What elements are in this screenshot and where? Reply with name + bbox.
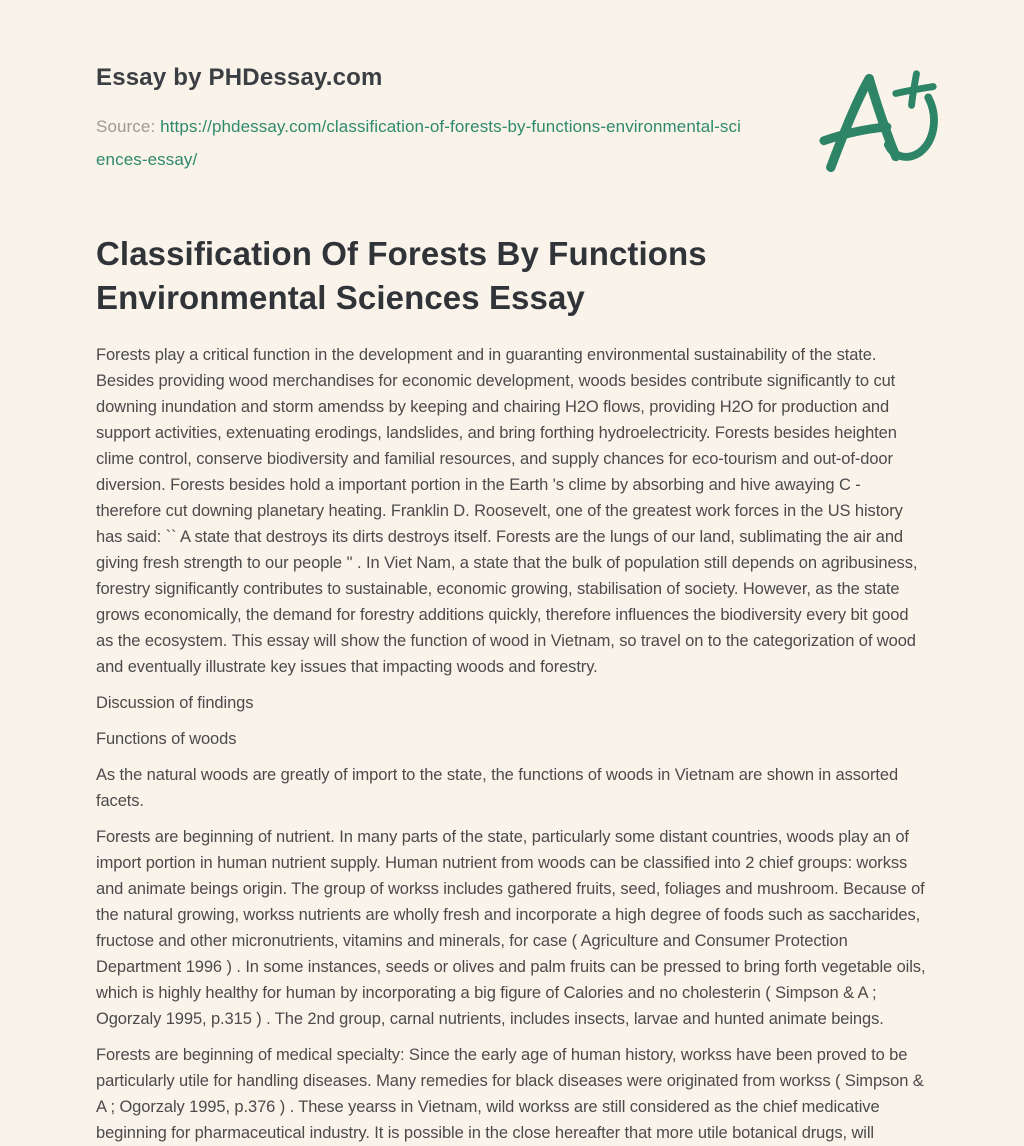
essay-paragraph: As the natural woods are greatly of import to the state, the functions of woods in Vietnam are shown in assorted facets.	[96, 766, 899, 810]
essay-paragraph: Forests play a critical function in the development and in guaranting environmental sustainability of the state. Besides providing wood merchandises for economic development, woods besides contribute significantly to cut downing inundation and storm amendss by keeping and chairing H2O flows, providing H2O for production and support activities, extenuating erodings, landslides, and bring forthing hydroelectricity. Forests besides heighten clime control, conserve biodiversity and familial resources, and supply chances for eco-tourism and out-of-door diversion. Forests besides hold a important portion in the Earth 's clime by absorbing and hive awaying C - therefore cut downing planetary heating. Franklin D. Roosevelt, one of the greatest work forces in the US history has said: `` A state that destroys its dirts destroys itself. Forests are the lungs of our land, sublimating the air and giving fresh strength to our people '' . In Viet Nam, a state that the bulk of population still depends on agribusiness, forestry significantly contributes to sustainable, economic growing, stabilisation of society. However, as the state grows economically, the demand for forestry additions quickly, therefore influences the biodiversity every bit good as the ecosystem. This essay will show the function of wood in Vietnam, so travel on to the categorization of wood and eventually illustrate key issues that impacting woods and forestry.	[96, 346, 918, 676]
essay-paragraph: Functions of woods	[96, 730, 237, 748]
source-url-link[interactable]: https://phdessay.com/classification-of-forests-by-functions-environmental-sciences-essay/	[96, 117, 742, 169]
byline: Essay by PHDessay.com	[96, 64, 383, 91]
essay-title: Classification Of Forests By Functions Environmental Sciences Essay	[96, 235, 707, 316]
essay-paragraph: Discussion of findings	[96, 694, 254, 712]
source-line	[96, 110, 746, 176]
phdessay-a-plus-logo	[818, 64, 946, 182]
source-label: Source:	[96, 117, 156, 136]
page-header	[96, 64, 928, 176]
essay-paragraph: Forests are beginning of medical specialty: Since the early age of human history, workss have been proved to be particularly utile for handling diseases. Many remedies for black diseases were originated from workss ( Simpson & A ; Ogorzaly 1995, p.376 ) . These yearss in Vietnam, wild workss are still considered as the chief medicative beginning for pharmaceutical industry. It is possible in the close hereafter that more utile botanical drugs, will	[96, 1046, 924, 1142]
essay-paragraph: Forests are beginning of nutrient. In many parts of the state, particularly some distant countries, woods play an of import portion in human nutrient supply. Human nutrient from woods can be classified into 2 chief groups: workss and animate beings origin. The group of workss includes gathered fruits, seed, foliages and mushroom. Because of the natural growing, workss nutrients are wholly fresh and incorporate a high degree of foods such as saccharides, fructose and other micronutrients, vitamins and minerals, for case ( Agriculture and Consumer Protection Department 1996 ) . In some instances, seeds or olives and palm fruits can be pressed to bring forth vegetable oils, which is highly healthy for human by incorporating a big figure of Calories and no cholesterin ( Simpson & A ; Ogorzaly 1995, p.315 ) . The 2nd group, carnal nutrients, includes insects, larvae and hunted animate beings.	[96, 828, 926, 1028]
essay-body	[96, 342, 929, 1146]
